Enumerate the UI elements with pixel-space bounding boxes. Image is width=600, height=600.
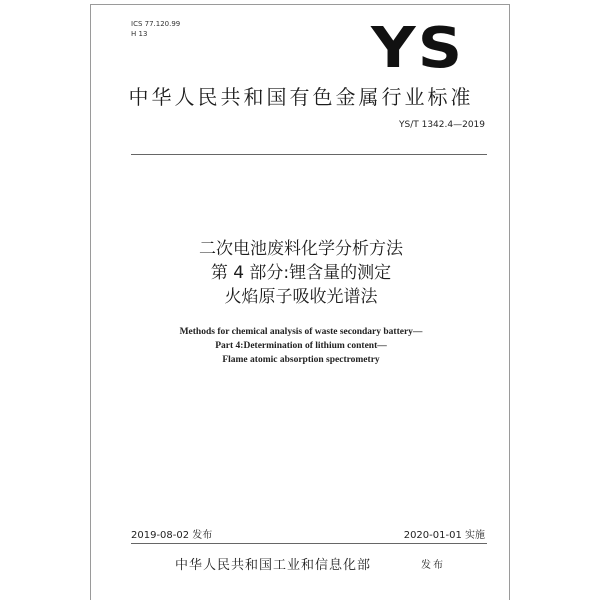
ys-logo: YS bbox=[371, 16, 465, 81]
implementation-date: 2020-01-01 实施 bbox=[403, 530, 485, 541]
english-title-line-3: Flame atomic absorption spectrometry bbox=[222, 355, 380, 365]
classification-codes bbox=[131, 19, 180, 39]
top-divider bbox=[131, 154, 487, 155]
bottom-divider bbox=[131, 543, 487, 544]
chinese-title-line-2: 第 4 部分:锂含量的测定 bbox=[210, 263, 392, 283]
chinese-title-line-3: 火焰原子吸收光谱法 bbox=[224, 287, 378, 307]
standard-category-title: 中华人民共和国有色金属行业标准 bbox=[128, 85, 474, 109]
chinese-title bbox=[91, 237, 511, 309]
issue-label: 发布 bbox=[421, 560, 445, 571]
standard-cover bbox=[90, 4, 510, 600]
issuing-authority: 中华人民共和国工业和信息化部 bbox=[175, 558, 372, 573]
ics-code: ICS 77.120.99 bbox=[131, 20, 181, 28]
english-title-line-2: Part 4:Determination of lithium content— bbox=[215, 341, 387, 351]
standard-number: YS/T 1342.4—2019 bbox=[399, 120, 485, 130]
chinese-title-line-1: 二次电池废料化学分析方法 bbox=[199, 239, 403, 259]
ccs-code: H 13 bbox=[131, 30, 148, 38]
english-title-line-1: Methods for chemical analysis of waste secondary battery— bbox=[179, 327, 423, 337]
issue-date: 2019-08-02 发布 bbox=[131, 530, 213, 541]
english-title bbox=[91, 325, 511, 367]
